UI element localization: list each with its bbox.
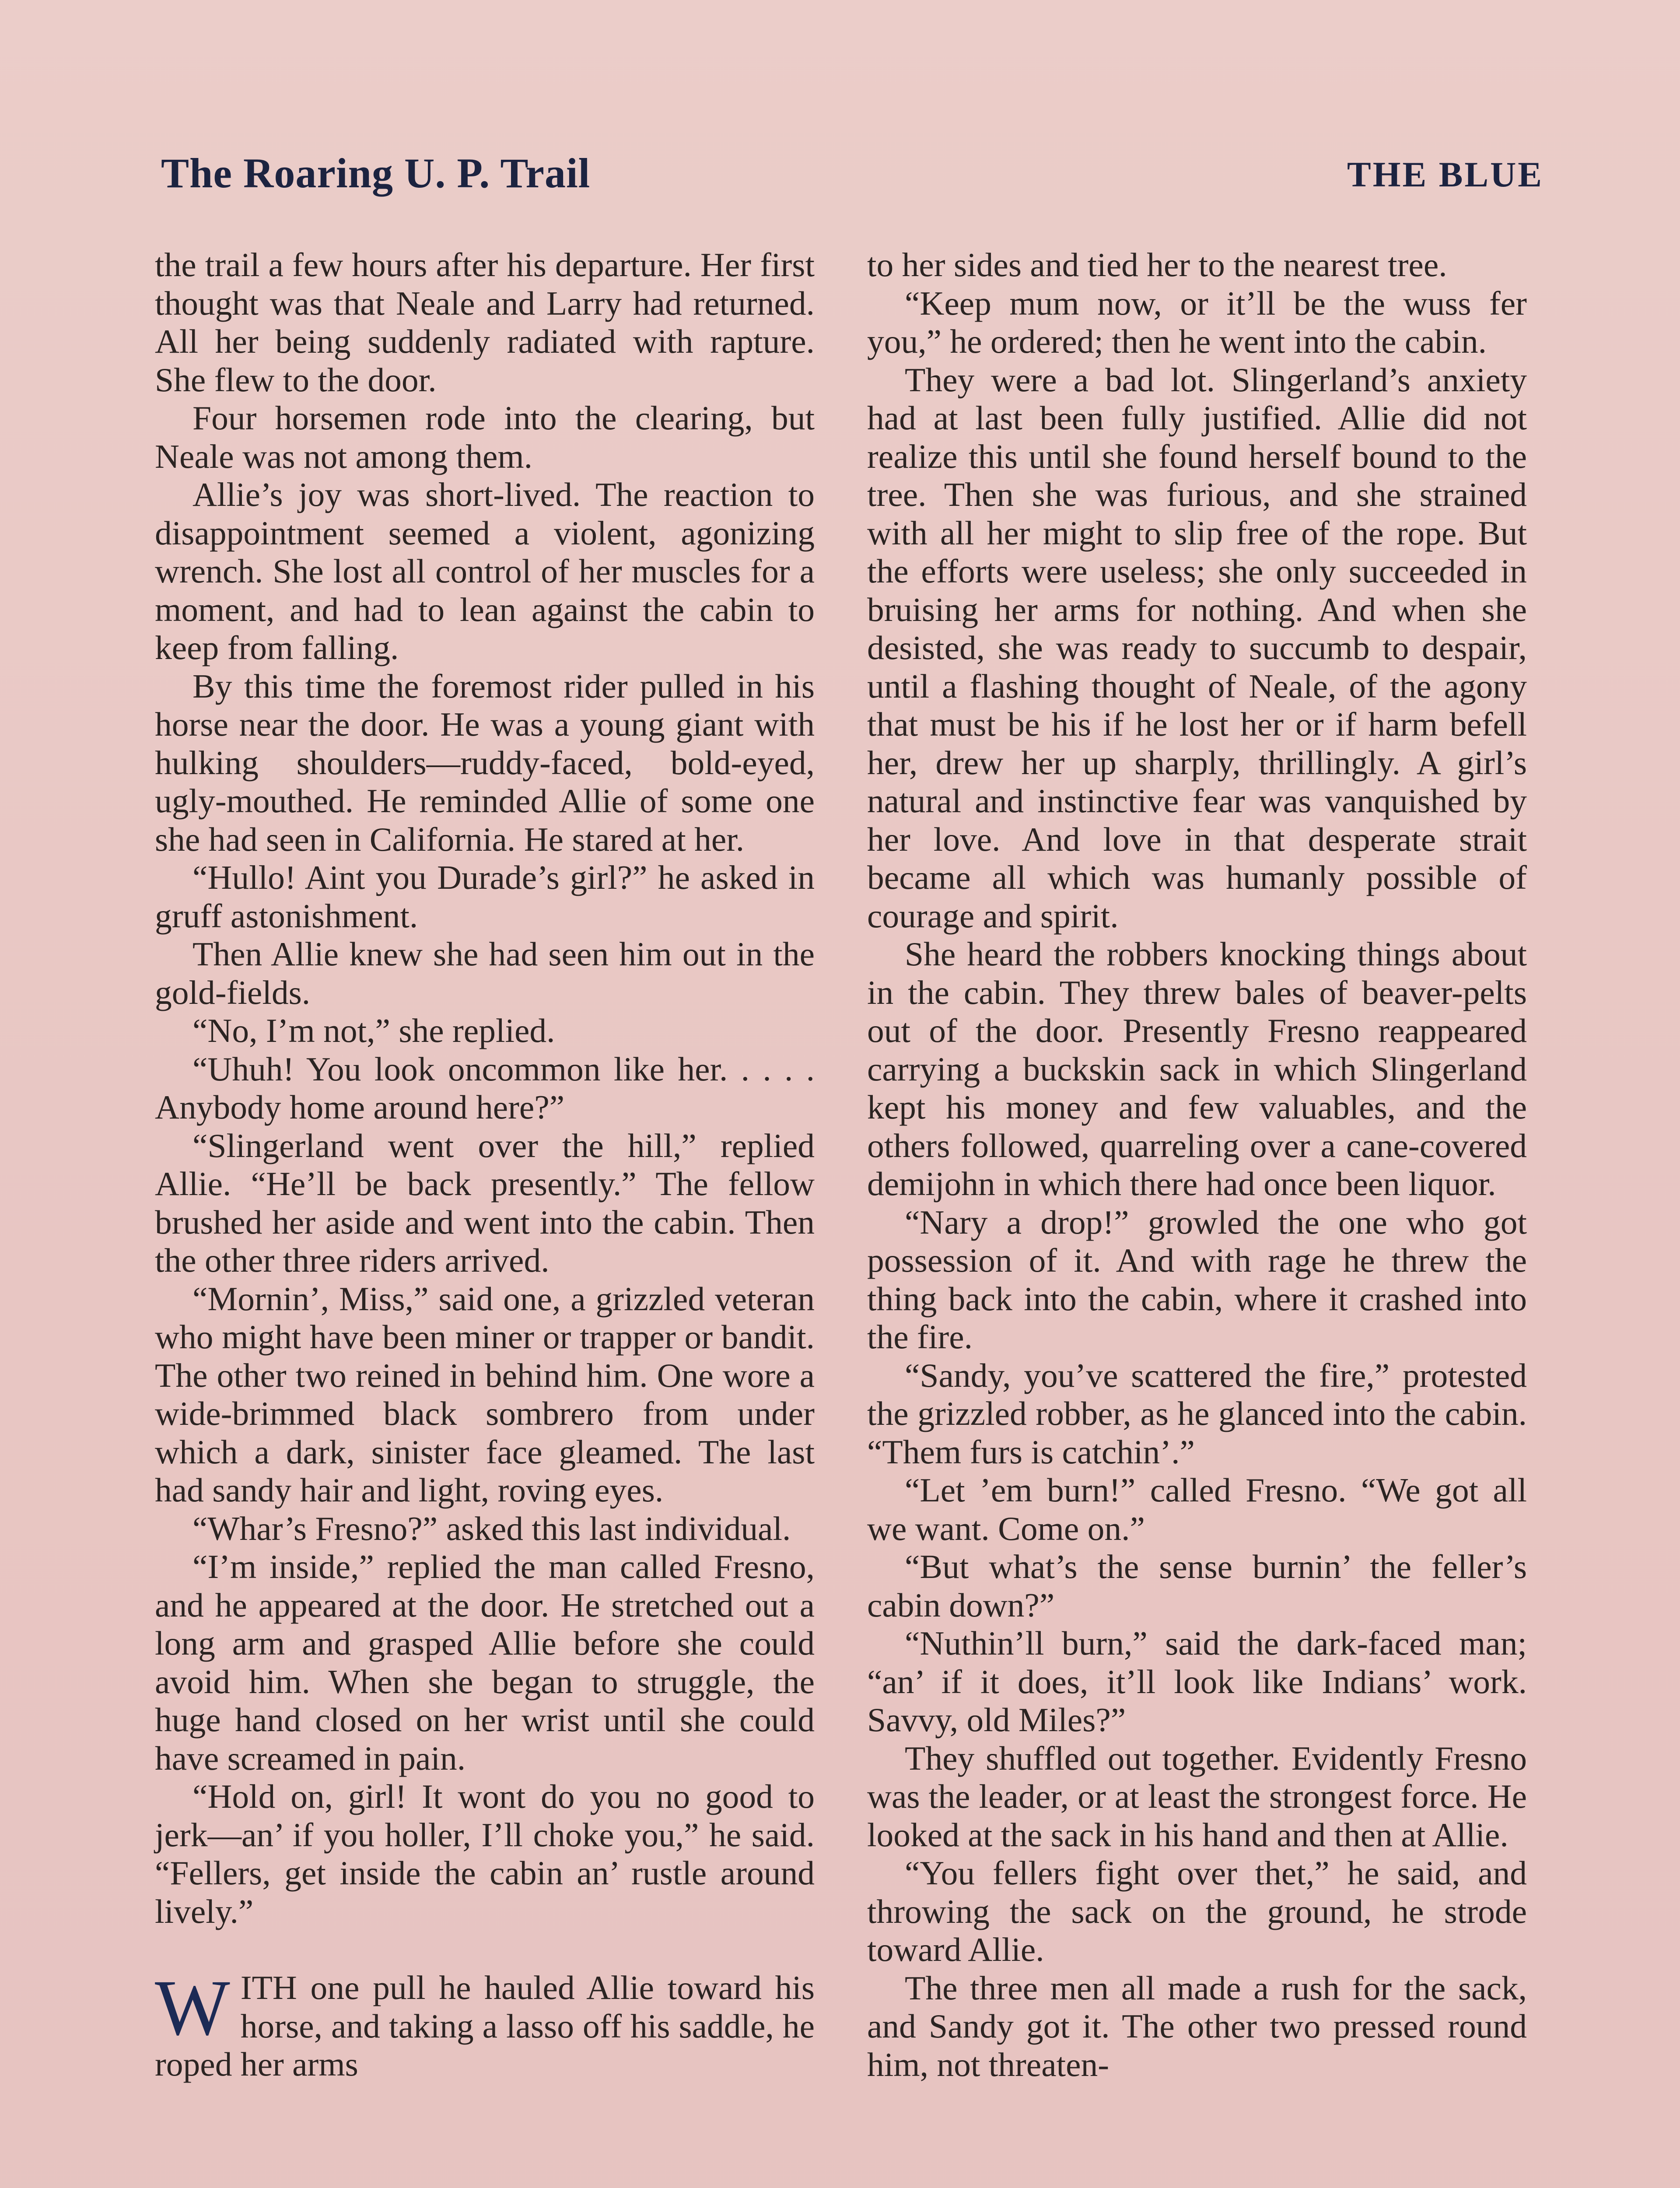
paragraph: They shuffled out together. Evidently Fresno was the leader, or at least the strongest force. He looked at the sack in his hand and then at Allie. xyxy=(867,1739,1527,1854)
paragraph: Then Allie knew she had seen him out in the gold-fields. xyxy=(155,935,815,1011)
paragraph: “Uhuh! You look oncommon like her. . . . . Anybody home around here?” xyxy=(155,1050,815,1126)
paragraph: “Whar’s Fresno?” asked this last individual. xyxy=(192,1509,791,1547)
left-column xyxy=(155,246,815,2084)
paragraph: “Nary a drop!” growled the one who got possession of it. And with rage he threw the thing back into the cabin, where it crashed into the fire. xyxy=(867,1203,1527,1356)
dropcap-paragraph xyxy=(155,1964,815,2084)
paragraph: Allie’s joy was short-lived. The reaction to disappointment seemed a violent, agonizing wrench. She lost all control of her muscles for a moment, and had to lean against the cabin to keep from falling. xyxy=(155,476,815,666)
paragraph: “But what’s the sense burnin’ the feller’s cabin down?” xyxy=(867,1548,1527,1624)
right-column xyxy=(867,246,1527,2084)
paragraph: the trail a few hours after his departure. Her first thought was that Neale and Larry had returned. All her being suddenly radiated with rapture. She flew to the door. xyxy=(155,246,815,399)
story-title: The Roaring U. P. Trail xyxy=(161,150,591,196)
paragraph: “Let ’em burn!” called Fresno. “We got all we want. Come on.” xyxy=(867,1471,1527,1547)
paragraph: Four horsemen rode into the clearing, but Neale was not among them. xyxy=(155,399,815,475)
paragraph: By this time the foremost rider pulled in his horse near the door. He was a young giant with hulking shoulders—ruddy-faced, bold-eyed, ugly-mouthed. He reminded Allie of some one she had seen in California. He stared at her. xyxy=(155,667,815,858)
paragraph: She heard the robbers knocking things about in the cabin. They threw bales of beaver-pelts out of the door. Presently Fresno reappeared carrying a buckskin sack in which Slingerland kept his money and few valuables, and the others followed, quarreling over a cane-covered demijohn in which there had once been liquor. xyxy=(867,935,1527,1203)
paragraph: “Hold on, girl! It wont do you no good to jerk—an’ if you holler, I’ll choke you,” he said. “Fellers, get inside the cabin an’ rustle around lively.” xyxy=(155,1778,815,1930)
paragraph: “Keep mum now, or it’ll be the wuss fer you,” he ordered; then he went into the cabin. xyxy=(867,284,1527,360)
paragraph: “Mornin’, Miss,” said one, a grizzled veteran who might have been miner or trapper or bandit. The other two reined in behind him. One wore a wide-brimmed black sombrero from under which a dark, sinister face gleamed. The last had sandy hair and light, roving eyes. xyxy=(155,1280,815,1509)
paragraph: “Sandy, you’ve scattered the fire,” protested the grizzled robber, as he glanced into the cabin. “Them furs is catchin’.” xyxy=(867,1356,1527,1471)
paragraph: The three men all made a rush for the sack, and Sandy got it. The other two pressed round him, not threaten- xyxy=(867,1969,1527,2083)
paragraph: “Slingerland went over the hill,” replied Allie. “He’ll be back presently.” The fellow brushed her aside and went into the cabin. Then the other three riders arrived. xyxy=(155,1126,815,1279)
paragraph: “I’m inside,” replied the man called Fresno, and he appeared at the door. He stretched out a long arm and grasped Allie before she could avoid him. When she began to struggle, the huge hand closed on her wrist until she could have screamed in pain. xyxy=(155,1548,815,1777)
drop-cap: W xyxy=(155,1964,230,2052)
paragraph: They were a bad lot. Slingerland’s anxiety had at last been fully justified. Allie did not realize this until she found herself bound to the tree. Then she was furious, and she strained with all her might to slip free of the rope. But the efforts were useless; she only succeeded in bruising her arms for nothing. And when she desisted, she was ready to succumb to despair, until a flashing thought of Neale, of the agony that must be his if he lost her or if harm befell her, drew her up sharply, thrillingly. A girl’s natural and instinctive fear was vanquished by her love. And love in that desperate strait became all which was humanly possible of courage and spirit. xyxy=(867,361,1527,935)
paragraph: “No, I’m not,” she replied. xyxy=(192,1012,555,1049)
paragraph: to her sides and tied her to the nearest tree. xyxy=(867,246,1447,284)
paragraph: “Nuthin’ll burn,” said the dark-faced man; “an’ if it does, it’ll look like Indians’ work. Savvy, old Miles?” xyxy=(867,1624,1527,1739)
magazine-name: THE BLUE xyxy=(1347,154,1544,194)
dropcap-paragraph-text: ITH one pull he hauled Allie toward his horse, and taking a lasso off his saddle, he roped her arms xyxy=(155,1969,815,2083)
paragraph: “Hullo! Aint you Durade’s girl?” he asked in gruff astonishment. xyxy=(155,859,815,935)
paragraph: “You fellers fight over thet,” he said, and throwing the sack on the ground, he strode toward Allie. xyxy=(867,1854,1527,1968)
